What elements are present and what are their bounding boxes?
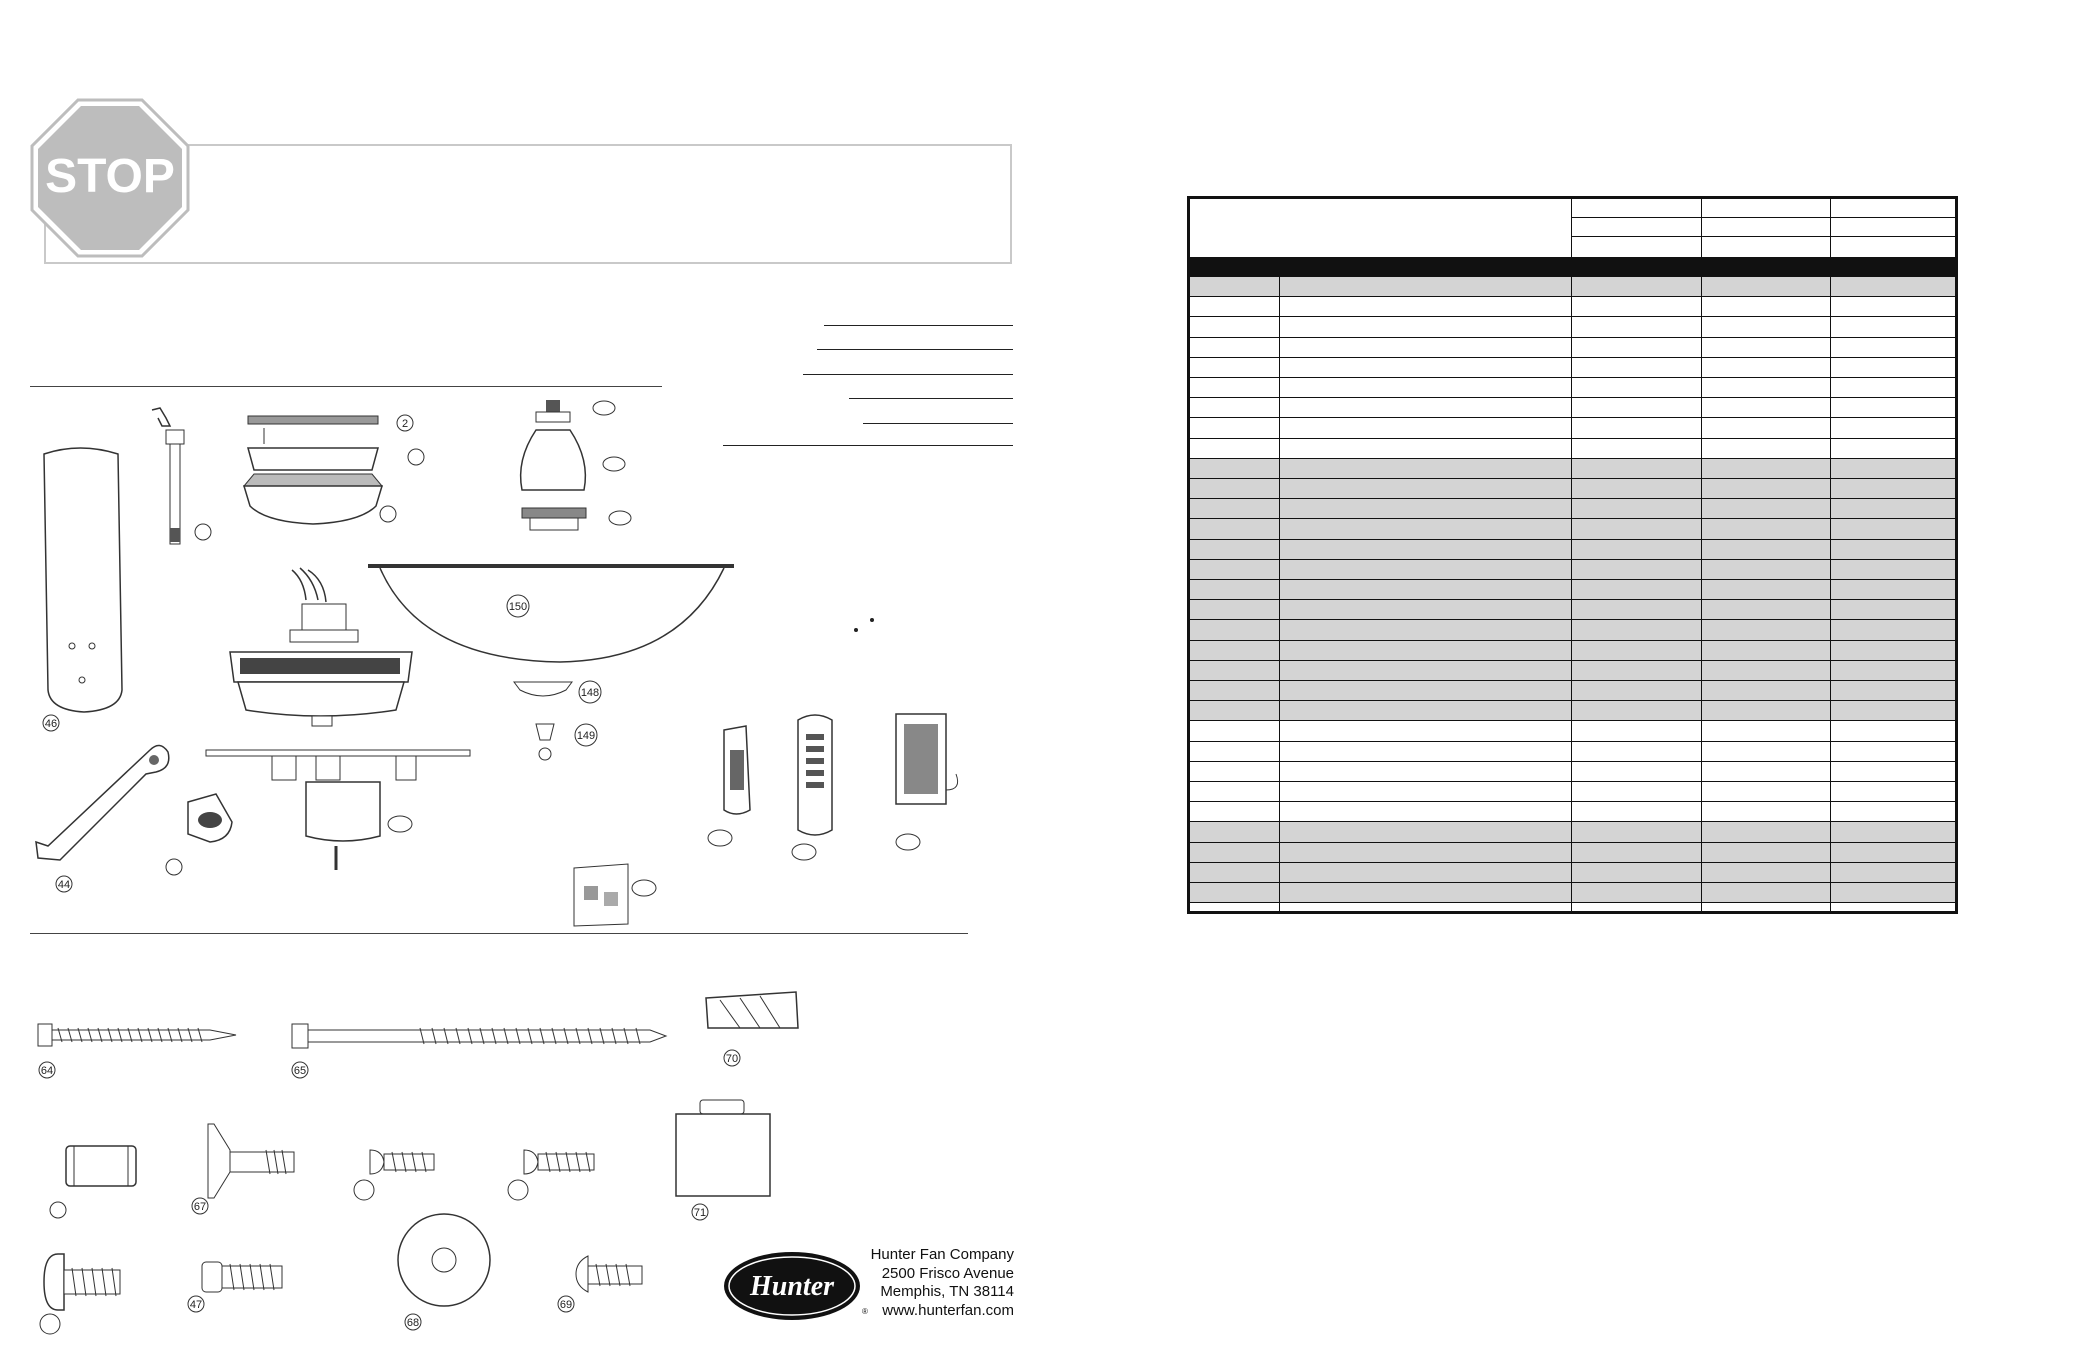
table-header-divider <box>1830 199 1831 257</box>
table-row <box>1190 802 1955 822</box>
table-row <box>1190 661 1955 681</box>
table-row <box>1190 742 1955 762</box>
callout-blank <box>354 1180 374 1200</box>
washer-icon <box>398 1214 490 1306</box>
callout-65 <box>292 1062 308 1078</box>
table-row <box>1190 479 1955 499</box>
callout-blank <box>896 834 920 850</box>
parts-table <box>1187 196 1958 914</box>
machine-screw-icon <box>524 1150 594 1174</box>
table-column-divider <box>1571 277 1572 911</box>
fill-line <box>803 374 1013 375</box>
table-row <box>1190 600 1955 620</box>
callout-148 <box>579 681 601 703</box>
callout-blank <box>609 511 631 525</box>
table-row <box>1190 620 1955 640</box>
table-row <box>1190 519 1955 539</box>
fill-line <box>824 325 1013 326</box>
callout-blank <box>603 457 625 471</box>
company-info <box>860 1246 1014 1320</box>
table-column-divider <box>1701 277 1702 911</box>
svg-text:150: 150 <box>508 601 528 613</box>
table-row <box>1190 459 1955 479</box>
callout-44 <box>56 876 72 892</box>
callout-64 <box>39 1062 55 1078</box>
callout-blank <box>408 449 424 465</box>
svg-text:64: 64 <box>40 1065 54 1077</box>
table-row <box>1190 358 1955 378</box>
callout-blank <box>593 401 615 415</box>
table-row <box>1190 883 1955 903</box>
company-address: 2500 Frisco Avenue <box>881 1264 1014 1282</box>
callout-blank <box>632 880 656 896</box>
stop-sign-icon <box>28 96 192 260</box>
table-row <box>1190 398 1955 418</box>
registered-mark: ® <box>862 1307 868 1316</box>
table-row <box>1190 540 1955 560</box>
canopy-icon <box>244 416 382 524</box>
set-screw-icon <box>202 1262 282 1292</box>
callout-69 <box>558 1296 574 1312</box>
switch-housing-icon <box>521 400 586 530</box>
remote-control-icon <box>798 715 832 835</box>
wood-screw-icon <box>38 1024 236 1046</box>
table-row <box>1190 762 1955 782</box>
receiver-icon <box>724 726 750 814</box>
svg-text:44: 44 <box>57 879 71 891</box>
stop-sign-label: STOP <box>45 150 175 203</box>
callout-blank <box>50 1202 66 1218</box>
long-wood-screw-icon <box>292 1024 666 1048</box>
callout-blank <box>166 859 182 875</box>
blade-iron-icon <box>36 745 169 860</box>
table-row <box>1190 580 1955 600</box>
table-header-line <box>1571 236 1955 237</box>
callout-blank <box>40 1314 60 1334</box>
svg-text:149: 149 <box>576 730 596 742</box>
blade-grommet-icon <box>188 794 232 842</box>
table-row <box>1190 439 1955 459</box>
svg-text:69: 69 <box>559 1299 573 1311</box>
table-row <box>1190 782 1955 802</box>
callout-blank <box>195 524 211 540</box>
svg-text:2: 2 <box>401 418 409 430</box>
table-row <box>1190 317 1955 337</box>
svg-text:70: 70 <box>725 1053 739 1065</box>
callout-150 <box>507 595 529 617</box>
table-header-divider <box>1571 199 1572 257</box>
callout-2 <box>397 415 413 431</box>
wire-nut-icon <box>706 992 798 1028</box>
table-row <box>1190 641 1955 661</box>
table-column-divider <box>1279 277 1280 911</box>
table-row <box>1190 277 1955 297</box>
table-row <box>1190 681 1955 701</box>
table-row <box>1190 499 1955 519</box>
callout-blank <box>388 816 412 832</box>
glass-bowl-icon <box>368 566 734 662</box>
svg-text:68: 68 <box>406 1317 420 1329</box>
callout-149 <box>575 724 597 746</box>
svg-text:46: 46 <box>44 718 58 730</box>
table-row <box>1190 560 1955 580</box>
svg-text:65: 65 <box>293 1065 307 1077</box>
coupling-icon <box>676 1100 770 1196</box>
hardware-bag-icon <box>574 864 628 926</box>
machine-screw-icon <box>370 1150 434 1174</box>
table-column-divider <box>1830 277 1831 911</box>
callout-blank <box>380 506 396 522</box>
hunter-logo <box>720 1248 868 1326</box>
svg-text:47: 47 <box>189 1299 203 1311</box>
bowl-cap-icon <box>514 682 572 696</box>
table-row <box>1190 338 1955 358</box>
wall-transmitter-icon <box>896 714 958 804</box>
table-row <box>1190 378 1955 398</box>
table-row <box>1190 418 1955 438</box>
pan-head-screw-icon <box>576 1256 642 1292</box>
parts-illustration <box>0 390 1020 930</box>
table-row <box>1190 721 1955 741</box>
table-row <box>1190 297 1955 317</box>
section-rule <box>30 933 968 934</box>
callout-68 <box>405 1314 421 1330</box>
callout-46 <box>43 715 59 731</box>
company-name: Hunter Fan Company <box>870 1246 1014 1263</box>
motor-housing-icon <box>206 568 470 870</box>
svg-text:148: 148 <box>580 687 600 699</box>
logo-text: Hunter <box>749 1271 835 1302</box>
svg-text:67: 67 <box>193 1201 207 1213</box>
callout-blank <box>708 830 732 846</box>
spacer-icon <box>66 1146 136 1186</box>
callout-blank <box>508 1180 528 1200</box>
callout-47 <box>188 1296 204 1312</box>
flat-head-screw-icon <box>208 1124 294 1198</box>
downrod-icon <box>152 408 184 544</box>
company-website: www.hunterfan.com <box>882 1301 1014 1319</box>
callout-71 <box>692 1204 708 1220</box>
table-row <box>1190 822 1955 842</box>
callout-67 <box>192 1198 208 1214</box>
callout-70 <box>724 1050 740 1066</box>
section-rule <box>30 386 662 387</box>
finial-icon <box>536 724 554 760</box>
table-header-divider <box>1701 199 1702 257</box>
svg-text:71: 71 <box>693 1207 707 1219</box>
table-row <box>1190 701 1955 721</box>
table-row <box>1190 843 1955 863</box>
table-dark-band <box>1190 257 1955 277</box>
fill-line <box>817 349 1013 350</box>
company-city: Memphis, TN 38114 <box>880 1283 1014 1300</box>
table-header-line <box>1571 217 1955 218</box>
callout-blank <box>792 844 816 860</box>
fan-blade-icon <box>44 448 122 712</box>
truss-head-screw-icon <box>44 1254 120 1310</box>
table-row <box>1190 863 1955 883</box>
